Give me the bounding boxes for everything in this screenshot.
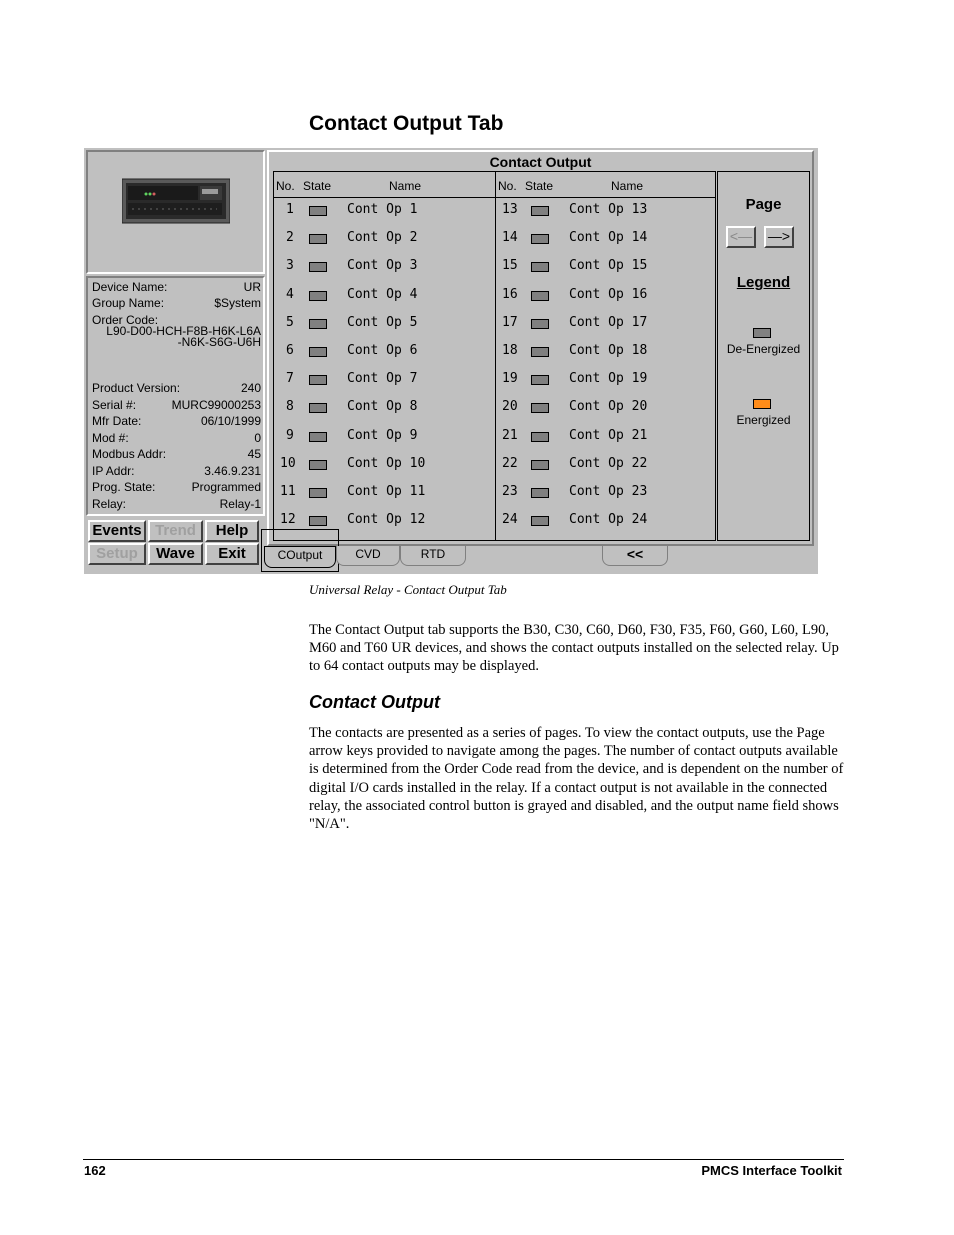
relay-device-image (122, 176, 230, 226)
output-name: Cont Op 12 (347, 512, 426, 528)
output-name: Cont Op 7 (347, 371, 418, 387)
output-name: Cont Op 10 (347, 455, 426, 471)
legend-deenergized-swatch (753, 328, 771, 338)
device-info-row (92, 280, 261, 296)
device-info-label: Group Name: (92, 296, 165, 310)
device-info-value: UR (243, 280, 261, 294)
output-column-left (274, 172, 495, 540)
output-number: 5 (286, 314, 294, 330)
device-info-value: L90-D00-HCH-F8B-H6K-L6A (106, 324, 261, 338)
section-title: Contact Output Tab (309, 112, 504, 135)
footer-title: PMCS Interface Toolkit (701, 1163, 842, 1178)
panel-title: Contact Output (489, 154, 592, 170)
output-state-button[interactable] (309, 262, 327, 272)
device-info-value: $System (214, 296, 261, 310)
output-state-button[interactable] (531, 291, 549, 301)
output-state-button[interactable] (531, 206, 549, 216)
output-number: 17 (502, 314, 518, 330)
legend-label: Legend (736, 274, 791, 291)
col-header-state: State (525, 179, 554, 193)
device-info-label: Serial #: (92, 398, 137, 412)
output-name: Cont Op 14 (569, 230, 648, 246)
output-number: 24 (502, 512, 518, 528)
output-number: 14 (502, 230, 518, 246)
output-name: Cont Op 9 (347, 427, 418, 443)
device-info-row (92, 431, 261, 447)
output-name: Cont Op 4 (347, 286, 418, 302)
col-header-no: No. (276, 179, 295, 193)
device-info-row (92, 447, 261, 463)
output-state-button[interactable] (531, 262, 549, 272)
output-number: 2 (286, 230, 294, 246)
device-info-value: 0 (254, 431, 261, 445)
page-next-button[interactable] (764, 226, 794, 248)
output-number: 19 (502, 371, 518, 387)
page-label: Page (745, 196, 782, 213)
contact-output-panel (267, 150, 814, 546)
output-name: Cont Op 1 (347, 202, 418, 217)
device-info-label: IP Addr: (92, 464, 135, 478)
device-info-value: -N6K-S6G-U6H (177, 335, 261, 349)
device-info-label: Prog. State: (92, 480, 156, 494)
figure-caption: Universal Relay - Contact Output Tab (309, 582, 507, 597)
output-name: Cont Op 21 (569, 427, 648, 443)
output-state-button[interactable] (531, 234, 549, 244)
output-state-button[interactable] (309, 319, 327, 329)
output-state-button[interactable] (309, 234, 327, 244)
device-info-label: Mod #: (92, 431, 129, 445)
device-info-label: Product Version: (92, 381, 181, 395)
device-info-value: 45 (247, 447, 261, 461)
output-number: 9 (286, 427, 294, 443)
device-info-row (92, 497, 261, 513)
output-state-button[interactable] (309, 347, 327, 357)
output-state-button[interactable] (309, 460, 327, 470)
device-image-panel (86, 150, 265, 274)
output-name: Cont Op 18 (569, 343, 648, 358)
device-info-row (92, 381, 261, 397)
output-name: Cont Op 24 (569, 512, 648, 528)
legend-energized-label: Energized (736, 413, 791, 427)
output-state-button[interactable] (309, 516, 327, 526)
output-name: Cont Op 17 (569, 314, 648, 330)
output-number: 15 (502, 258, 518, 274)
output-name: Cont Op 5 (347, 314, 418, 330)
device-info-value: 06/10/1999 (200, 414, 261, 428)
device-info-value: Programmed (191, 480, 261, 494)
page-prev-button[interactable] (726, 226, 756, 248)
output-number: 16 (502, 286, 518, 302)
trend-button[interactable]: Trend (148, 520, 203, 542)
output-number: 22 (502, 455, 518, 471)
output-number: 11 (280, 484, 296, 499)
output-state-button[interactable] (309, 432, 327, 442)
output-number: 4 (286, 286, 294, 302)
output-name: Cont Op 2 (347, 230, 418, 246)
device-info-row (92, 398, 261, 414)
events-button[interactable]: Events (88, 520, 146, 542)
device-info-row (92, 414, 261, 430)
contact-output-paragraph: The contacts are presented as a series of pages. To view the contact outputs, use the Page arrow keys provided to navigate among the pages. The number of contact outputs available is determined from the Order Code read from the device, and is dependent on the number of digital I/O cards installed in the relay. If a contact output is not available in the connected relay, the associated control button is grayed and disabled, and the output name field shows "N/A". (309, 725, 844, 833)
output-name: Cont Op 15 (569, 258, 648, 274)
output-name: Cont Op 20 (569, 399, 648, 415)
device-info-row (92, 335, 261, 351)
output-number: 13 (502, 202, 518, 217)
arrow-left-icon: <— (729, 228, 753, 244)
device-info-value: 240 (240, 381, 261, 395)
device-info-value: MURC99000253 (171, 398, 261, 412)
output-state-button[interactable] (531, 403, 549, 413)
output-name: Cont Op 16 (569, 286, 648, 302)
legend-deenergized-label: De-Energized (726, 342, 801, 356)
device-info-label: Device Name: (92, 280, 168, 294)
legend-energized-swatch (753, 399, 771, 409)
output-state-button[interactable] (531, 432, 549, 442)
contact-output-screenshot (84, 148, 818, 574)
exit-button[interactable]: Exit (205, 543, 259, 565)
device-info-label: Mfr Date: (92, 414, 142, 428)
device-info-row (92, 464, 261, 480)
output-name: Cont Op 13 (569, 202, 648, 217)
device-info-value: 3.46.9.231 (204, 464, 261, 478)
intro-paragraph: The Contact Output tab supports the B30, C30, C60, D60, F30, F35, F60, G60, L60, L90, M60 and T60 UR devices, and shows the contact outputs installed on the selected relay. Up to 64 contact outputs may be displayed. (309, 622, 839, 675)
output-number: 21 (502, 427, 518, 443)
device-info-label: Order Code: (92, 313, 159, 327)
output-number: 8 (286, 399, 294, 415)
output-state-button[interactable] (531, 488, 549, 498)
output-state-button[interactable] (531, 347, 549, 357)
tab-coutput-highlight (261, 529, 339, 572)
device-info-label: Relay: (92, 497, 127, 511)
output-state-button[interactable] (531, 319, 549, 329)
output-number: 23 (502, 484, 518, 499)
output-name: Cont Op 3 (347, 258, 418, 274)
wave-button[interactable]: Wave (148, 543, 203, 565)
output-state-button[interactable] (531, 516, 549, 526)
footer-rule (83, 1159, 844, 1160)
output-name: Cont Op 11 (347, 484, 426, 499)
col-header-name: Name (389, 179, 422, 193)
output-name: Cont Op 19 (569, 371, 648, 387)
output-state-button[interactable] (531, 375, 549, 385)
col-header-name: Name (611, 179, 644, 193)
tab-cvd[interactable]: CVD (336, 546, 400, 566)
output-number: 10 (280, 455, 296, 471)
output-number: 1 (286, 202, 294, 217)
setup-button[interactable]: Setup (88, 543, 146, 565)
output-state-button[interactable] (309, 403, 327, 413)
output-state-button[interactable] (309, 291, 327, 301)
output-name: Cont Op 6 (347, 343, 418, 358)
device-info-value: Relay-1 (219, 497, 261, 511)
output-number: 18 (502, 343, 518, 358)
col-header-no: No. (498, 179, 517, 193)
arrow-right-icon: —> (767, 228, 791, 244)
device-info-panel (86, 276, 265, 516)
device-info-row (92, 480, 261, 496)
output-state-button[interactable] (531, 460, 549, 470)
subsection-title: Contact Output (309, 692, 440, 712)
output-table (273, 171, 716, 541)
output-number: 20 (502, 399, 518, 415)
device-info-label: Modbus Addr: (92, 447, 167, 461)
output-state-button[interactable] (309, 488, 327, 498)
tab-coutput[interactable]: COutput (264, 546, 336, 568)
page-legend-area (717, 171, 810, 541)
output-number: 12 (280, 512, 296, 528)
output-number: 3 (286, 258, 294, 274)
output-column-right (496, 172, 717, 540)
page-number: 162 (84, 1163, 106, 1178)
output-name: Cont Op 23 (569, 484, 648, 499)
device-info-row (92, 296, 261, 312)
output-state-button[interactable] (309, 375, 327, 385)
output-state-button[interactable] (309, 206, 327, 216)
output-number: 7 (286, 371, 294, 387)
output-name: Cont Op 22 (569, 455, 648, 471)
col-header-state: State (303, 179, 332, 193)
help-button[interactable]: Help (205, 520, 259, 542)
output-number: 6 (286, 343, 294, 358)
output-name: Cont Op 8 (347, 399, 418, 415)
tab-rtd[interactable]: RTD (400, 546, 466, 566)
back-button[interactable]: << (602, 546, 668, 566)
